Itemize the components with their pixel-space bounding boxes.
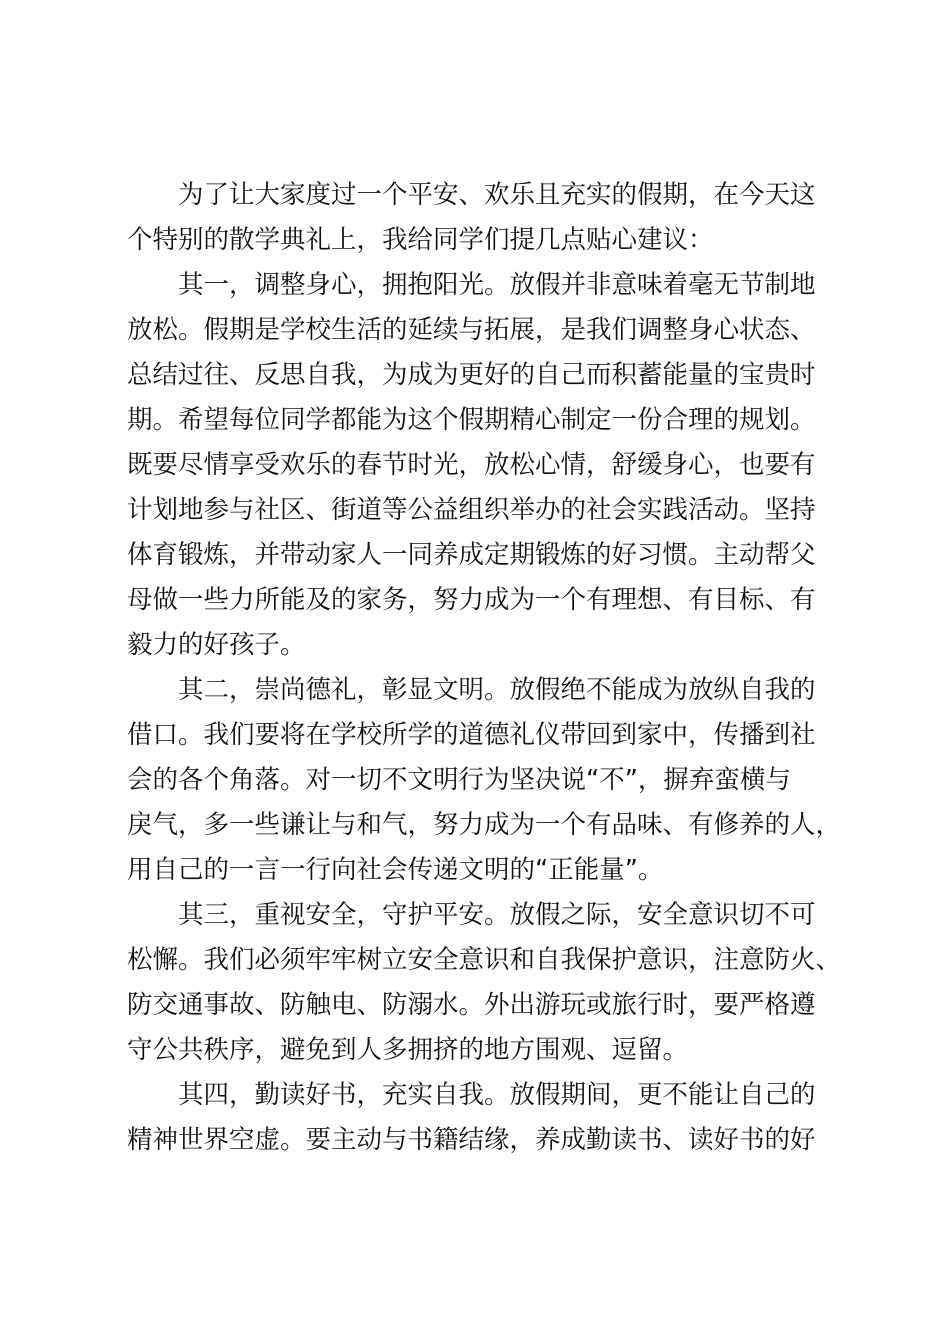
text-line: 总结过往、反思自我，为成为更好的自己而积蓄能量的宝贵时 (127, 360, 816, 390)
text-line: 守公共秩序，避免到人多拥挤的地方围观、逗留。 (127, 1035, 689, 1065)
text-line: 借口。我们要将在学校所学的道德礼仪带回到家中，传播到社 (127, 720, 816, 750)
text-line: 为了让大家度过一个平安、欢乐且充实的假期，在今天这 (178, 180, 816, 210)
text-line: 用自己的一言一行向社会传递文明的“正能量”。 (127, 855, 664, 885)
text-line: 松懈。我们必须牢牢树立安全意识和自我保护意识，注意防火、 (127, 945, 842, 975)
text-line: 母做一些力所能及的家务，努力成为一个有理想、有目标、有 (127, 585, 816, 615)
text-line: 其二，崇尚德礼，彰显文明。放假绝不能成为放纵自我的 (178, 675, 816, 705)
text-line: 会的各个角落。对一切不文明行为坚决说“不”，摒弃蛮横与 (127, 765, 791, 795)
text-line: 体育锻炼，并带动家人一同养成定期锻炼的好习惯。主动帮父 (127, 540, 816, 570)
text-line: 个特别的散学典礼上，我给同学们提几点贴心建议： (127, 225, 714, 255)
text-line: 精神世界空虚。要主动与书籍结缘，养成勤读书、读好书的好 (127, 1125, 816, 1155)
text-line: 其一，调整身心，拥抱阳光。放假并非意味着毫无节制地 (178, 270, 816, 300)
text-line: 防交通事故、防触电、防溺水。外出游玩或旅行时，要严格遵 (127, 990, 816, 1020)
text-line: 计划地参与社区、街道等公益组织举办的社会实践活动。坚持 (127, 495, 816, 525)
text-line: 戾气，多一些谦让与和气，努力成为一个有品味、有修养的人， (127, 810, 842, 840)
text-line: 放松。假期是学校生活的延续与拓展，是我们调整身心状态、 (127, 315, 816, 345)
text-line: 其三，重视安全，守护平安。放假之际，安全意识切不可 (178, 900, 816, 930)
text-line: 既要尽情享受欢乐的春节时光，放松心情，舒缓身心，也要有 (127, 450, 816, 480)
text-line: 毅力的好孩子。 (127, 630, 306, 660)
text-line: 其四，勤读好书，充实自我。放假期间，更不能让自己的 (178, 1080, 816, 1110)
document-body (127, 173, 847, 1163)
text-line: 期。希望每位同学都能为这个假期精心制定一份合理的规划。 (127, 405, 816, 435)
